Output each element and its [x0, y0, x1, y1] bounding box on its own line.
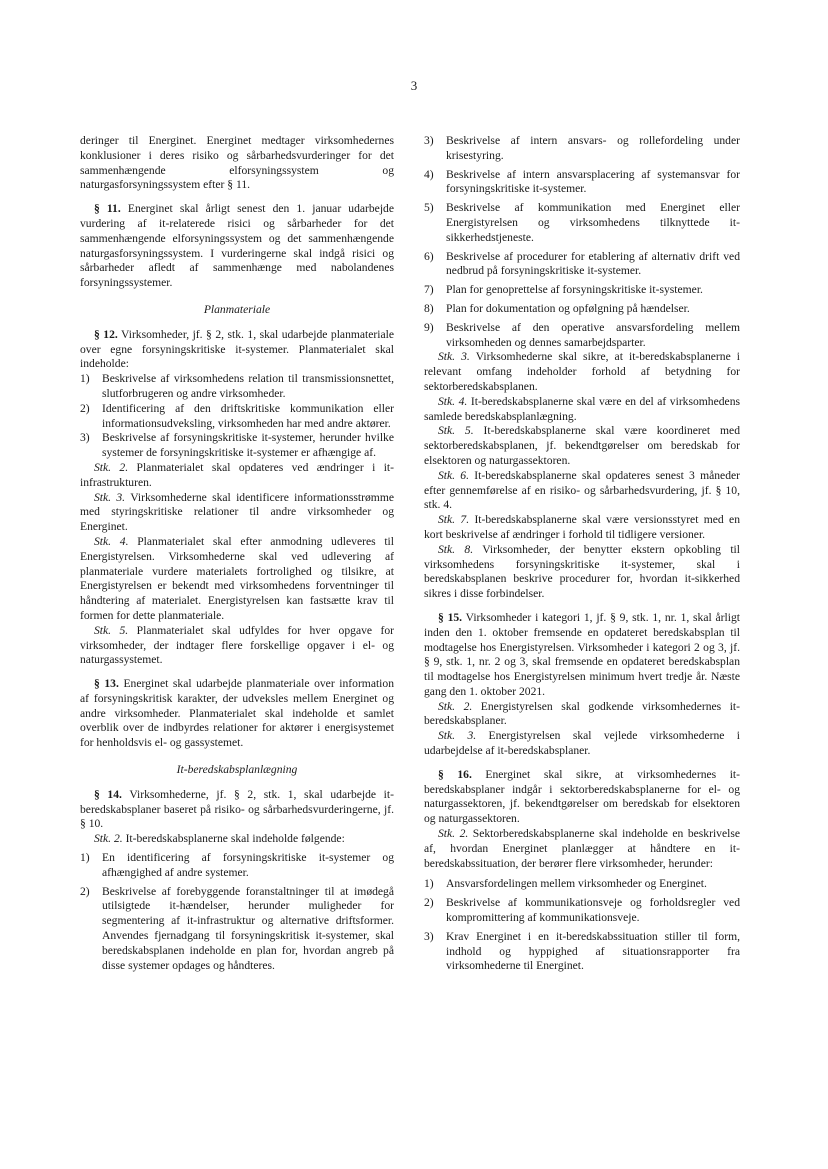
list-item: [424, 250, 740, 280]
list-item-text: Plan for genoprettelse af forsyningskritiske it-systemer.: [446, 283, 703, 297]
stk-text: It-beredskabsplanerne skal være versionsstyret med en kort beskrivelse af ændringer i forhold til tidligere versioner.: [424, 513, 740, 541]
stk-label: Stk. 3.: [438, 350, 470, 364]
stk-text: Planmaterialet skal efter anmodning udleveres til Energistyrelsen. Virksomhederne skal ved udlevering af planmateriale vurdere materialets fortrolighed og tilsikre, at Energistyrelsen er bekendt med virksomhedens forventninger til håndtering af materialet. Energistyrelsen kan fastsætte krav til formen for dette planmateriale.: [80, 534, 394, 622]
right-column: [424, 134, 740, 974]
section-11-label: § 11.: [94, 202, 121, 216]
list-item-number: 9): [424, 320, 434, 334]
list-item: [424, 134, 740, 164]
stk-label: Stk. 8.: [438, 542, 474, 556]
list-item-number: 3): [424, 929, 434, 943]
list-item-text: Beskrivelse af procedurer for etablering af alternativ drift ved nedbrud på forsyningskritiske it-systemer.: [446, 249, 740, 278]
section-13-label: § 13.: [94, 677, 119, 691]
list-item-number: 4): [424, 167, 434, 181]
section-12-stk-2: [80, 461, 394, 491]
section-16-label: § 16.: [438, 767, 472, 781]
list-item: [424, 930, 740, 974]
list-item-text: Plan for dokumentation og opfølgning på hændelser.: [446, 301, 690, 315]
stk-label: Stk. 2.: [94, 460, 129, 474]
list-item-number: 2): [80, 401, 90, 415]
list-item-text: Ansvarsfordelingen mellem virksomheder og Energinet.: [446, 877, 707, 891]
list-item: [424, 877, 740, 892]
section-15-label: § 15.: [438, 610, 463, 624]
list-item: [80, 885, 394, 974]
stk-text: Virksomhederne skal sikre, at it-beredskabsplanerne i relevant omfang indeholder forhold af betydning for sektorberedskabsplanen.: [424, 350, 740, 393]
list-item-text: Beskrivelse af forsyningskritiske it-systemer, herunder hvilke systemer de forsyningskritiske it-systemer er afhængige af.: [102, 431, 394, 460]
section-13: [80, 677, 394, 751]
page-number: 3: [410, 78, 418, 93]
stk-text: It-beredskabsplanerne skal indeholde følgende:: [125, 832, 345, 846]
section-16-text: Energinet skal sikre, at virksomhedernes it-beredskabsplaner indgår i sektorberedskabsplanerne for el- og naturgassektoren, jf. bekendtgørelser om beredskab for elsektoren og naturgassektoren.: [424, 767, 740, 826]
section-14-stk-7: [424, 513, 740, 543]
section-13-text: Energinet skal udarbejde planmateriale over information af forsyningskritisk karakter, der udveksles mellem Energinet og andre virksomheder. Planmaterialet skal indeholde et samlet overblik over de indbyrdes relationer for aktører i energisystemet for henholdsvis el- og gassystemet.: [80, 677, 395, 750]
stk-text: Energistyrelsen skal godkende virksomhedernes it-beredskabsplaner.: [424, 699, 740, 728]
section-14-stk-6: [424, 469, 740, 513]
section-12-list: [80, 372, 394, 461]
list-item-text: Beskrivelse af intern ansvars- og rollefordeling under krisestyring.: [446, 134, 740, 162]
list-item: [80, 431, 394, 461]
section-16-list: [424, 877, 740, 974]
stk-label: Stk. 7.: [438, 513, 470, 527]
stk-label: Stk. 3.: [438, 729, 477, 743]
stk-text: Virksomhederne skal identificere informationsstrømme med styringskritiske relationer til andre virksomheder og Energinet.: [80, 490, 394, 534]
list-item: [424, 283, 740, 298]
list-item: [424, 201, 740, 245]
section-14-stk-8: [424, 543, 740, 602]
section-14-stk-3: [424, 350, 740, 394]
section-14: [80, 788, 394, 832]
continued-paragraph: deringer til Energinet. Energinet medtager virksomhedernes konklusioner i deres risiko og sårbarhedsvurderinger for det sammenhængende elforsyningssystem og naturgasforsyningssystem efter § 11.: [80, 134, 394, 192]
list-item-number: 1): [80, 851, 90, 865]
list-item: [424, 896, 740, 926]
section-14-stk-2: [80, 832, 394, 847]
list-item: [424, 168, 740, 198]
heading-it-beredskabsplanlaegning: It-beredskabsplanlægning: [176, 763, 298, 777]
section-12-stk-4: [80, 535, 394, 624]
stk-text: Planmaterialet skal udfyldes for hver opgave for virksomheder, der indtager flere forskellige opgaver i el- og naturgassystemet.: [80, 623, 394, 667]
list-item-text: Beskrivelse af kommunikationsveje og forholdsregler ved kompromittering af kommunikationsveje.: [446, 896, 740, 925]
list-item-number: 1): [424, 877, 434, 891]
stk-text: It-beredskabsplanerne skal opdateres senest 3 måneder efter gennemførelse af en risiko- og sårbarhedsvurdering, jf. § 10, stk. 4.: [424, 468, 740, 512]
list-item-text: Beskrivelse af den operative ansvarsfordeling mellem virksomheden og dennes samarbejdsparter.: [446, 320, 740, 349]
stk-text: Energistyrelsen skal vejlede virksomhederne i udarbejdelse af it-beredskabsplaner.: [424, 729, 741, 758]
list-item-number: 2): [80, 884, 90, 898]
list-item-number: 3): [80, 431, 90, 445]
list-item-number: 7): [424, 283, 434, 297]
section-14-list: [80, 851, 394, 973]
list-item-text: Identificering af den driftskritiske kommunikation eller informationsudveksling, virksomheden har med andre aktører.: [102, 401, 394, 430]
stk-label: Stk. 2.: [438, 827, 469, 841]
list-item-text: En identificering af forsyningskritiske it-systemer og afhængighed af andre systemer.: [102, 851, 394, 879]
list-item: [424, 302, 740, 317]
list-item-number: 1): [80, 372, 90, 386]
list-item-text: Beskrivelse af intern ansvarsplacering af systemansvar for forsyningskritiske it-systemer.: [446, 167, 740, 196]
list-item: [80, 372, 394, 402]
stk-text: Planmaterialet skal opdateres ved ændringer i it-infrastrukturen.: [80, 460, 394, 489]
stk-text: Sektorberedskabsplanerne skal indeholde en beskrivelse af, hvordan Energinet planlægger at håndtere en it-beredskabssituation, der berører flere virksomheder, herunder:: [424, 827, 740, 870]
section-15-stk-3: [424, 729, 740, 759]
list-item-number: 3): [424, 134, 434, 147]
section-14-stk-4: [424, 395, 740, 425]
stk-label: Stk. 5.: [94, 623, 129, 637]
section-15-text: Virksomheder i kategori 1, jf. § 9, stk. 1, nr. 1, skal årligt inden den 1. oktober fremsende en opdateret beredskabsplan til modtagelse hos Energistyrelsen. Virksomheder i kategori 2 og 3, jf. § 9, stk. 1, nr. 2 og 3, skal fremsende en opdateret beredskabsplan til modtagelse hos Energistyrelsen minimum hvert tredje år. Næste gang den 1. oktober 2021.: [424, 610, 740, 698]
stk-label: Stk. 5.: [438, 424, 474, 438]
stk-label: Stk. 2.: [438, 699, 473, 713]
list-item-number: 5): [424, 201, 434, 215]
section-16-stk-2: [424, 827, 740, 871]
stk-label: Stk. 6.: [438, 468, 470, 482]
list-item-number: 8): [424, 301, 434, 315]
section-12-stk-5: [80, 624, 394, 668]
stk-label: Stk. 3.: [94, 490, 126, 504]
list-item-text: Beskrivelse af virksomhedens relation til transmissionsnettet, slutforbrugeren og andre virksomheder.: [102, 372, 394, 400]
stk-label: Stk. 4.: [94, 534, 129, 548]
list-item-text: Krav Energinet i en it-beredskabssituation stiller til form, indhold og hyppighed af situationsrapporter fra virksomhederne til Energinet.: [446, 929, 740, 973]
list-item-text: Beskrivelse af kommunikation med Energinet eller Energistyrelsen og virksomhedens tilknyttede it-sikkerhedstjeneste.: [446, 201, 740, 244]
left-column: [80, 134, 394, 973]
section-12-text: Virksomheder, jf. § 2, stk. 1, skal udarbejde planmateriale over egne forsyningskritiske it-systemer. Planmaterialet skal indeholde:: [80, 327, 394, 371]
section-15: [424, 611, 740, 700]
section-12-stk-3: [80, 491, 394, 535]
section-16: [424, 768, 740, 827]
section-12: [80, 328, 394, 372]
section-12-label: § 12.: [94, 327, 118, 341]
stk-label: Stk. 2.: [94, 832, 123, 846]
stk-text: Virksomheder, der benytter ekstern opkobling til virksomhedens forsyningskritiske it-systemer, skal i beredskabsplanen beskrive procedurer for, hvordan it-sikkerhed sikres i disse forbindelser.: [424, 542, 740, 601]
stk-text: It-beredskabsplanerne skal være koordineret med sektorberedskabsplanen, jf. bekendtgørelser om beredskab for elsektoren og naturgassektoren.: [424, 424, 740, 467]
list-item: [424, 321, 740, 351]
list-item-number: 6): [424, 249, 434, 263]
heading-planmateriale: Planmateriale: [203, 302, 271, 316]
list-item: [80, 402, 394, 432]
section-11-text: Energinet skal årligt senest den 1. januar udarbejde vurdering af it-relaterede risici og sårbarheder for det sammenhængende elforsyningssystem og det sammenhængende naturgasforsyningssystem. I vurderingerne skal indgå risici og sårbarheder afledt af sammenhænge med nabolandenes forsyningssystemer.: [80, 202, 394, 290]
stk-label: Stk. 4.: [438, 394, 468, 408]
section-14-stk-5: [424, 424, 740, 468]
list-item-text: Beskrivelse af forebyggende foranstaltninger til at imødegå utilsigtede it-hændelser, herunder muligheder for segmentering af it-infrastruktur og alternative driftsformer. Anvendes fjernadgang til forsyningskritisk it-systemer, skal beredskabsplanen indeholde en plan for, hvordan angreb på disse systemer opdages og håndteres.: [102, 884, 394, 972]
list-item: [80, 851, 394, 881]
section-15-stk-2: [424, 700, 740, 730]
section-14-list-continued: [424, 134, 740, 350]
section-14-text: Virksomhederne, jf. § 2, stk. 1, skal udarbejde it-beredskabsplaner baseret på risiko- og sårbarhedsvurderingerne, jf. § 10.: [80, 787, 394, 831]
list-item-number: 2): [424, 896, 434, 910]
section-14-label: § 14.: [94, 787, 122, 801]
stk-text: It-beredskabsplanerne skal være en del af virksomhedens samlede beredskabsplanlægning.: [424, 394, 741, 423]
section-11: [80, 202, 394, 291]
